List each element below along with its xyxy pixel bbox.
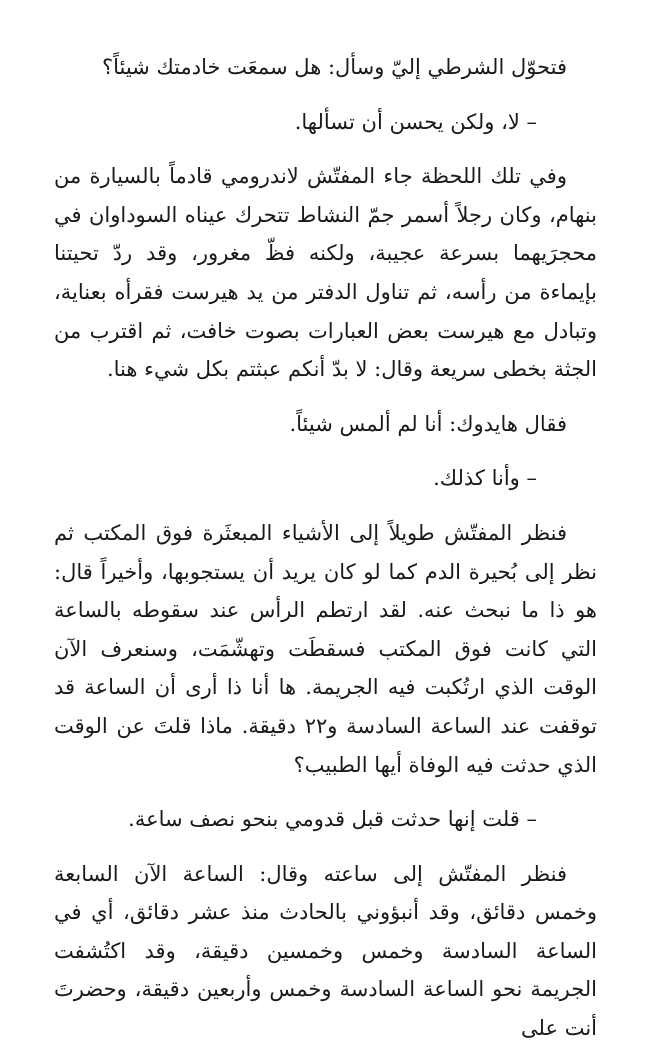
paragraph-me-neither: – وأنا كذلك. xyxy=(433,466,537,491)
paragraph-haydock-reply: فقال هايدوك: أنا لم ألمس شيئاً. xyxy=(289,411,567,436)
paragraph-constable-question: فتحوّل الشرطي إليّ وسأل: هل سمعَت خادمتك شيئاً؟ xyxy=(101,55,567,79)
paragraph-inspector-arrives: وفي تلك اللحظة جاء المفتّش لاندرومي قادماً بالسيارة من بنهام، وكان رجلاً أسمر جمّ النشاط تتحرك عيناه السوداوان في محجرَيهما بسرعة عجيبة، ولكنه فظّ مغرور، وقد ردّ تحيتنا بإيماءة من رأسه، ثم تناول الدفتر من يد هيرست فقرأه بعناية، وتبادل مع هيرست بعض العبارات بصوت خافت، ثم اقترب من الجثة بخطى سريعة وقال: لا بدّ أنكم عبثتم بكل شيء هنا. xyxy=(54,164,597,382)
paragraph-reply-no: – لا، ولكن يحسن أن تسألها. xyxy=(294,109,537,134)
paragraph-broken-clock: فنظر المفتّش طويلاً إلى الأشياء المبعثَرة فوق المكتب ثم نظر إلى بُحيرة الدم كما لو كان يريد أن يستجوبها، وأخيراً قال: هو ذا ما نبحث عنه. لقد ارتطم الرأس عند سقوطه بالساعة التي كانت فوق المكتب فسقطَت وتهشّمَت، وسنعرف الآن الوقت الذي ارتُكبت فيه الجريمة. ها أنا ذا أرى أن الساعة قد توقفت عند الساعة السادسة و٢٢ دقيقة. ماذا قلتَ عن الوقت الذي حدثت فيه الوفاة أيها الطبيب؟ xyxy=(54,520,597,777)
paragraph-doctor-reply: – قلت إنها حدثت قبل قدومي بنحو نصف ساعة. xyxy=(128,807,537,832)
paragraph-time-reasoning: فنظر المفتّش إلى ساعته وقال: الساعة الآن السابعة وخمس دقائق، وقد أنبؤوني بالحادث منذ عشر دقائق، أي في الساعة السادسة وخمس وخمسين دقيقة، وقد اكتُشفت الجريمة نحو الساعة السادسة وخمس وأربعين دقيقة، وحضرتَ أنت على xyxy=(54,861,597,1041)
